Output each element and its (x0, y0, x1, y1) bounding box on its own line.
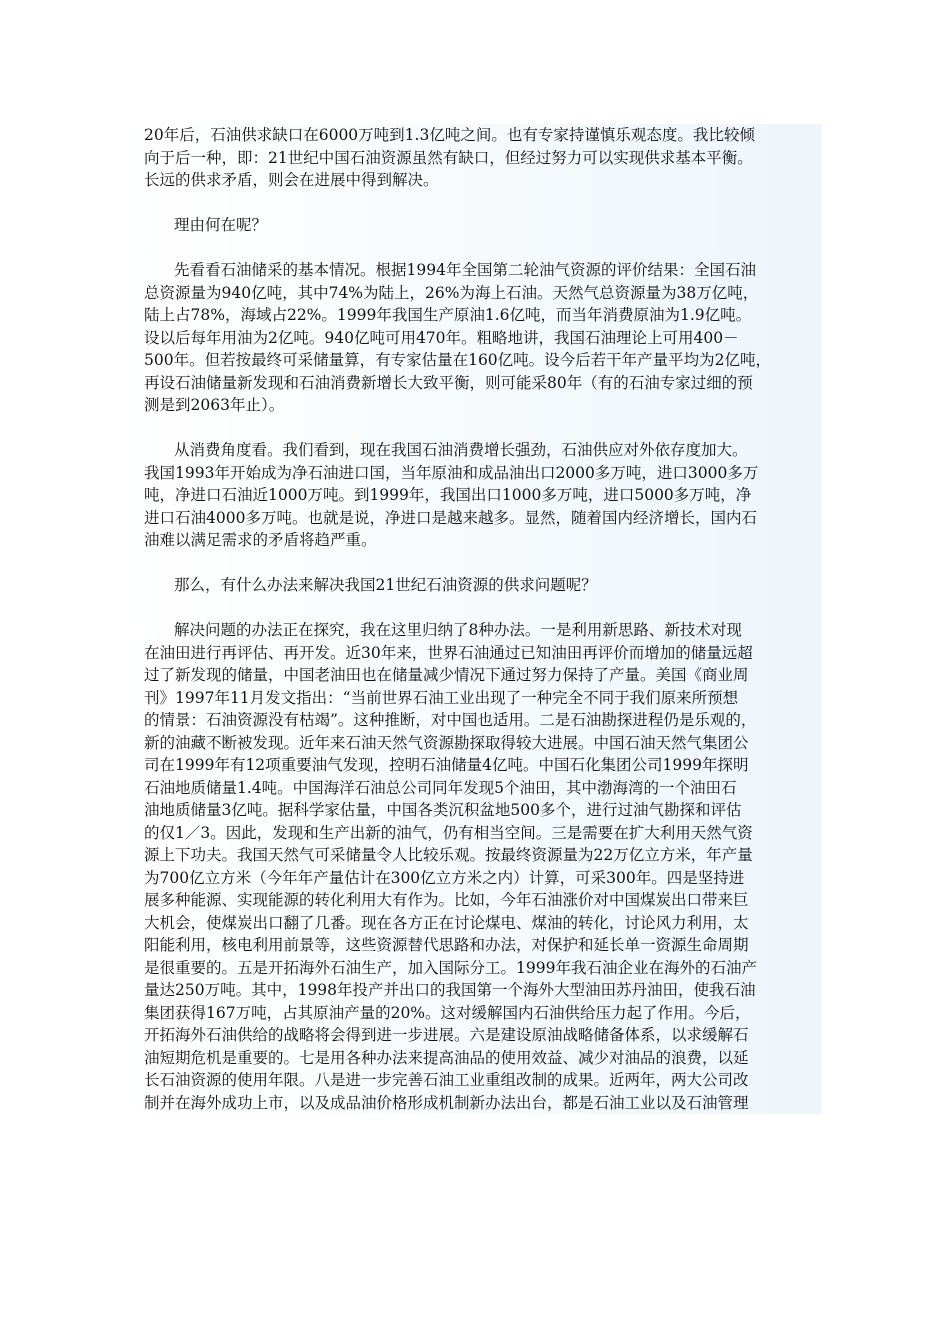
text-line: 进口石油4000多万吨。也就是说，净进口是越来越多。显然，随着国内经济增长，国内石 (144, 508, 757, 527)
text-line: 的仅1／3。因此，发现和生产出新的油气，仍有相当空间。三是需要在扩大利用天然气资 (144, 823, 753, 842)
text-line: 大机会，使煤炭出口翻了几番。现在各方正在讨论煤电、煤油的转化，讨论风力利用，太 (144, 913, 749, 932)
text-line: 20年后，石油供求缺口在6000万吨到1.3亿吨之间。也有专家持谨慎乐观态度。我比较倾 (144, 126, 755, 144)
text-line: 开拓海外石油供给的战略将会得到进一步进展。六是建设原油战略储备体系，以求缓解石 (144, 1026, 749, 1044)
text-line: 长石油资源的使用年限。八是进一步完善石油工业重组改制的成果。近两年，两大公司改 (144, 1071, 749, 1089)
paragraph-gap (122, 597, 822, 620)
text-line: 阳能利用，核电利用前景等，这些资源替代思路和办法，对保护和延长单一资源生命周期 (144, 936, 749, 954)
text-line: 在油田进行再评估、再开发。近30年来，世界石油通过已知油田再评价而增加的储量远超 (144, 643, 753, 662)
text-line: 先看看石油储采的基本情况。根据1994年全国第二轮油气资源的评价结果：全国石油 (174, 261, 756, 279)
text-line: 新的油藏不断被发现。近年来石油天然气资源勘探取得较大进展。中国石油天然气集团公 (144, 733, 749, 752)
text-line: 我国1993年开始成为净石油进口国，当年原油和成品油出口2000多万吨，进口3000多万 (144, 463, 759, 482)
paragraph (122, 124, 822, 192)
text-line: 刊》1997年11月发文指出：“当前世界石油工业出现了一种完全不同于我们原来所预想 (144, 688, 739, 707)
text-line: 解决问题的办法正在探究，我在这里归纳了8种办法。一是利用新思路、新技术对现 (174, 621, 742, 639)
text-line: 油短期危机是重要的。七是用各种办法来提高油品的使用效益、减少对油品的浪费，以延 (144, 1048, 749, 1067)
text-line: 设以后每年用油为2亿吨。940亿吨可用470年。粗略地讲，我国石油理论上可用400－ (144, 328, 739, 347)
text-line: 再设石油储量新发现和石油消费新增长大致平衡，则可能采80年（有的石油专家过细的预 (144, 373, 753, 392)
paragraph (122, 214, 822, 237)
text-line: 那么，有什么办法来解决我国21世纪石油资源的供求问题呢？ (174, 576, 597, 594)
text-line: 源上下功夫。我国天然气可采储量令人比较乐观。按最终资源量为22万亿立方米，年产量 (144, 846, 753, 864)
text-line: 吨，净进口石油近1000万吨。到1999年，我国出口1000多万吨，进口5000多万吨，净 (144, 486, 752, 504)
text-line: 500年。但若按最终可采储量算，有专家估量在160亿吨。设今后若干年产量平均为2亿吨， (144, 351, 772, 369)
text-line: 是很重要的。五是开拓海外石油生产，加入国际分工。1999年我石油企业在海外的石油产 (144, 958, 757, 977)
text-line: 油地质储量3亿吨。据科学家估量，中国各类沉积盆地500多个，进行过油气勘探和评估 (144, 801, 742, 819)
text-line: 制并在海外成功上市，以及成品油价格形成机制新办法出台，都是石油工业以及石油管理 (144, 1093, 749, 1112)
paragraph (122, 619, 822, 1114)
text-line: 陆上占78%，海域占22%。1999年我国生产原油1.6亿吨，而当年消费原油为1.9亿吨。 (144, 306, 752, 324)
text-line: 司在1999年有12项重要油气发现，控明石油储量4亿吨。中国石化集团公司1999年探明 (144, 756, 749, 774)
text-line: 从消费角度看。我们看到，现在我国石油消费增长强劲，石油供应对外依存度加大。 (174, 441, 748, 459)
text-line: 长远的供求矛盾，则会在进展中得到解决。 (144, 171, 439, 189)
text-line: 量达250万吨。其中，1998年投产并出口的我国第一个海外大型油田苏丹油田，使我石油 (144, 981, 756, 999)
text-line: 油难以满足需求的矛盾将趋严重。 (144, 531, 377, 549)
paragraph-gap (122, 192, 822, 215)
paragraph-gap (122, 417, 822, 440)
text-line: 总资源量为940亿吨，其中74%为陆上，26%为海上石油。天然气总资源量为38万亿吨， (144, 283, 759, 302)
document-body (122, 124, 822, 1114)
text-line: 向于后一种，即：21世纪中国石油资源虽然有缺口，但经过努力可以实现供求基本平衡。 (144, 148, 753, 167)
paragraph (122, 574, 822, 597)
text-line: 集团获得167万吨，占其原油产量的20%。这对缓解国内石油供给压力起了作用。今后， (144, 1003, 751, 1022)
text-line: 的情景：石油资源没有枯竭”。这种推断，对中国也适用。二是石油勘探进程仍是乐观的， (144, 711, 757, 729)
text-line: 展多种能源、实现能源的转化利用大有作为。比如，今年石油涨价对中国煤炭出口带来巨 (144, 891, 749, 909)
text-line: 理由何在呢？ (174, 216, 268, 234)
paragraph-gap (122, 552, 822, 575)
text-line: 过了新发现的储量，中国老油田也在储量减少情况下通过努力保持了产量。美国《商业周 (144, 666, 749, 684)
text-line: 测是到2063年止）。 (144, 396, 285, 414)
paragraph-gap (122, 237, 822, 260)
text-line: 石油地质储量1.4吨。中国海洋石油总公司同年发现5个油田，其中渤海湾的一个油田石 (144, 778, 737, 797)
paragraph (122, 439, 822, 552)
text-line: 为700亿立方米（今年年产量估计在300亿立方米之内）计算，可采300年。四是坚持进 (144, 868, 745, 887)
paragraph (122, 259, 822, 417)
